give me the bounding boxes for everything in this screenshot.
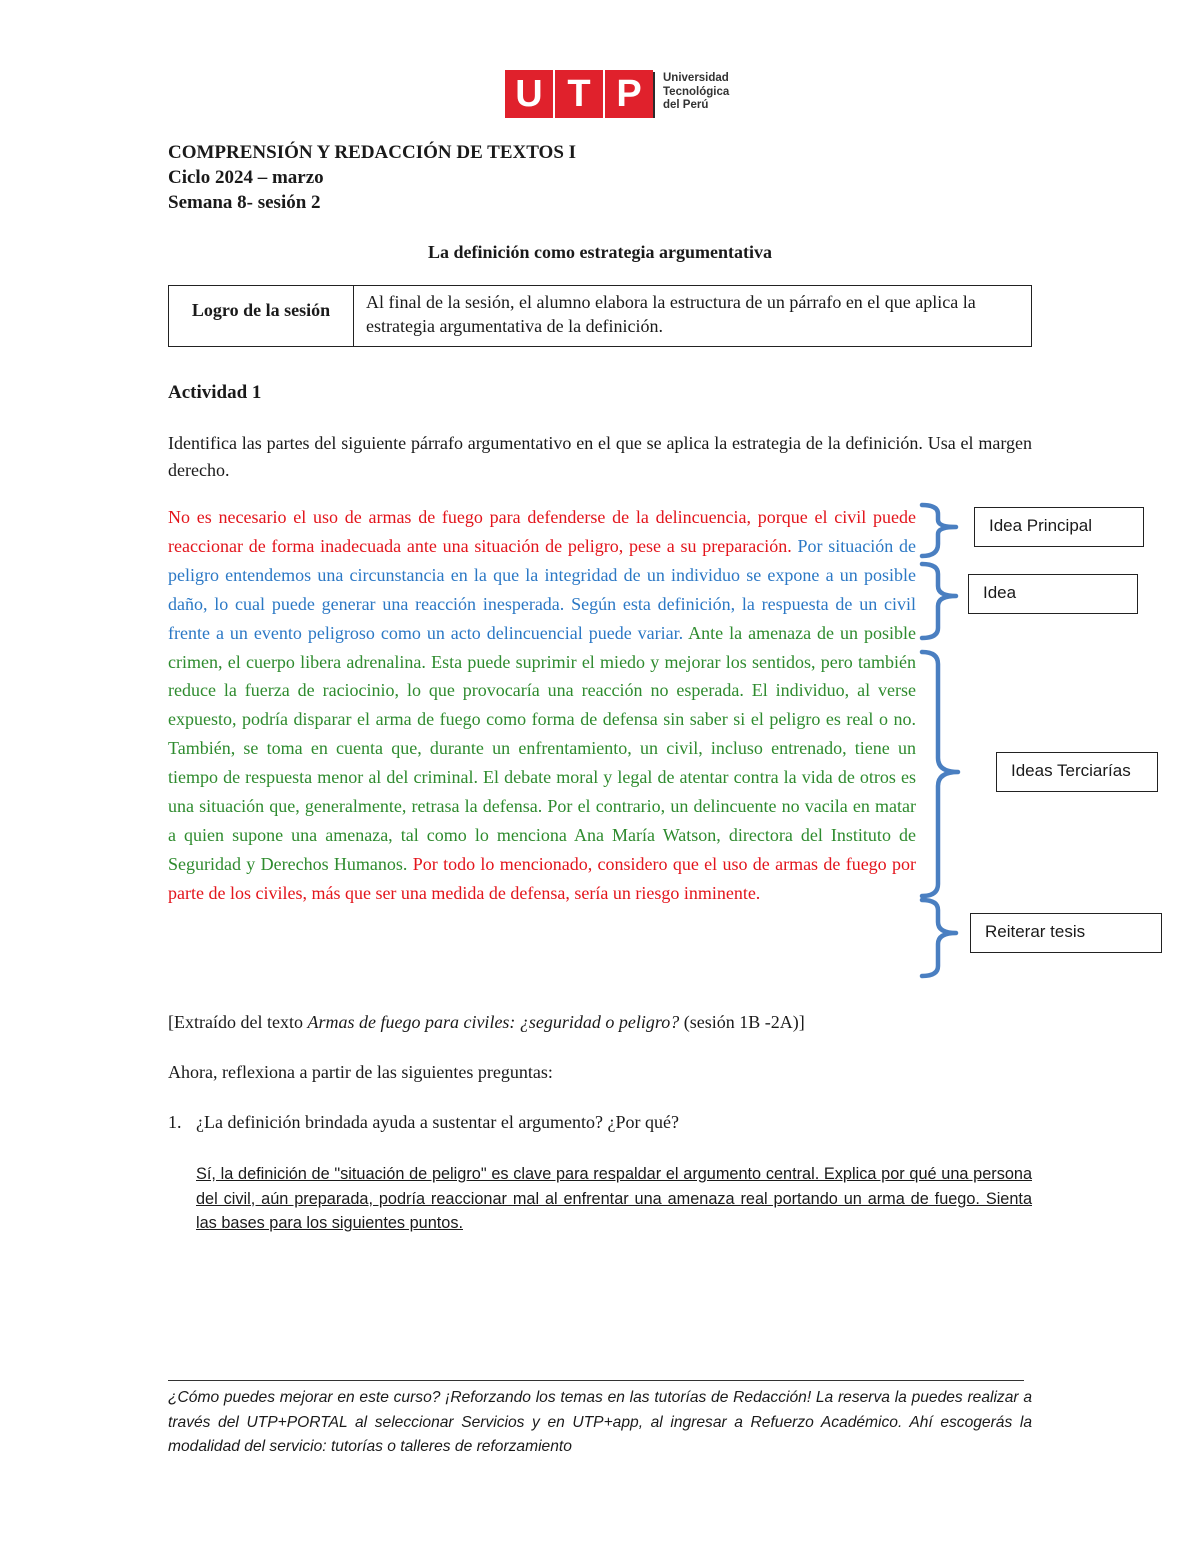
label-idea-principal: Idea Principal: [974, 507, 1144, 547]
label-ideas-terciarias: Ideas Terciarías: [996, 752, 1158, 792]
argument-paragraph: [168, 503, 916, 908]
conclusion-text: Por todo lo mencionado, considero que el uso de armas de fuego por parte de los civiles, más que ser una medida de defensa, sería un riesgo inminente.: [168, 853, 917, 903]
source-suffix: (sesión 1B -2A)]: [679, 1012, 805, 1032]
logo-letter-t: T: [555, 70, 603, 118]
brace-tertiary: [922, 652, 958, 896]
brace-idea: [922, 564, 956, 638]
activity-heading: Actividad 1: [168, 382, 262, 403]
label-idea: Idea: [968, 574, 1138, 614]
logro-label: Logro de la sesión: [169, 286, 354, 347]
source-citation: [168, 1012, 805, 1033]
footer-divider: [168, 1380, 1024, 1381]
footer-note: ¿Cómo puedes mejorar en este curso? ¡Reforzando los temas en las tutorías de Redacción! La reserva la puedes realizar a través del UTP+PORTAL al seleccionar Servicios y en UTP+app, al ingresar a Refuerzo Académico. Ahí escogerás la modalidad del servicio: tutorías o talleres de reforzamiento: [168, 1389, 1032, 1455]
question-1-text: ¿La definición brindada ayuda a sustentar el argumento? ¿Por qué?: [196, 1112, 679, 1132]
logo-letter-p: P: [605, 70, 653, 118]
brace-reiterar: [922, 900, 956, 976]
brace-main-idea: [922, 505, 956, 556]
logo-university-name: [663, 72, 729, 113]
margin-braces: [918, 500, 978, 980]
question-1-answer: Sí, la definición de "situación de peligro" es clave para respaldar el argumento central. Explica por qué una persona del civil, aún preparada, podría reaccionar mal al enfrentar una amenaza real portando un arma de fuego. Sienta las bases para los siguientes puntos.: [196, 1165, 1032, 1233]
logro-text: Al final de la sesión, el alumno elabora la estructura de un párrafo en el que aplica la estrategia argumentativa de la definición.: [354, 286, 1032, 347]
logo-line-2: Tecnológica: [663, 85, 730, 98]
logo-line-1: Universidad: [663, 72, 729, 84]
activity-instruction: Identifica las partes del siguiente párrafo argumentativo en el que se aplica la estrategia de la definición. Usa el margen derecho.: [168, 433, 1032, 480]
logo-letter-u: U: [505, 70, 553, 118]
cycle-label: Ciclo 2024 – marzo: [168, 167, 324, 188]
source-prefix: [Extraído del texto: [168, 1012, 308, 1032]
utp-logo: [505, 70, 745, 120]
week-label: Semana 8- sesión 2: [168, 192, 321, 213]
course-name: COMPRENSIÓN Y REDACCIÓN DE TEXTOS I: [168, 142, 577, 163]
logo-line-3: del Perú: [663, 99, 709, 111]
logo-divider: [653, 72, 655, 118]
document-title: La definición como estrategia argumentativa: [428, 242, 772, 262]
tertiary-ideas-text: Ante la amenaza de un posible crimen, el cuerpo libera adrenalina. Esta puede suprimir el miedo y mejorar los sentidos, pero también reduce la fuerza de raciocinio, lo que provocaría una reacción no esperada. El individuo, al verse expuesto, podría disparar el arma de fuego como forma de defensa sin saber si el peligro es real o no. También, se toma en cuenta que, durante un enfrentamiento, un civil, incluso entrenado, tiene un tiempo de respuesta menor al del criminal. El debate moral y legal de atentar contra la vida de otros es una situación que, generalmente, retrasa la defensa. Por el contrario, un delincuente no vacila en matar a quien supone una amenaza, tal como lo menciona Ana María Watson, directora del Instituto de Seguridad y Derechos Humanos.: [168, 622, 916, 874]
source-title: Armas de fuego para civiles: ¿seguridad o peligro?: [307, 1012, 680, 1032]
label-reiterar-tesis: Reiterar tesis: [970, 913, 1162, 953]
question-1-number: 1.: [168, 1112, 182, 1132]
definition-text: Por situación de peligro entendemos una circunstancia en la que la integridad de un individuo se expone a un posible daño, lo cual puede generar una reacción inesperada. Según esta definición, la respuesta de un civil frente a un evento peligroso como un acto delincuencial puede variar.: [168, 535, 917, 643]
reflect-prompt: Ahora, reflexiona a partir de las siguientes preguntas:: [168, 1062, 553, 1082]
main-idea-text: No es necesario el uso de armas de fuego para defenderse de la delincuencia, porque el civil puede reaccionar de forma inadecuada ante una situación de peligro, pese a su preparación.: [168, 507, 916, 556]
logro-table: [168, 285, 1032, 347]
